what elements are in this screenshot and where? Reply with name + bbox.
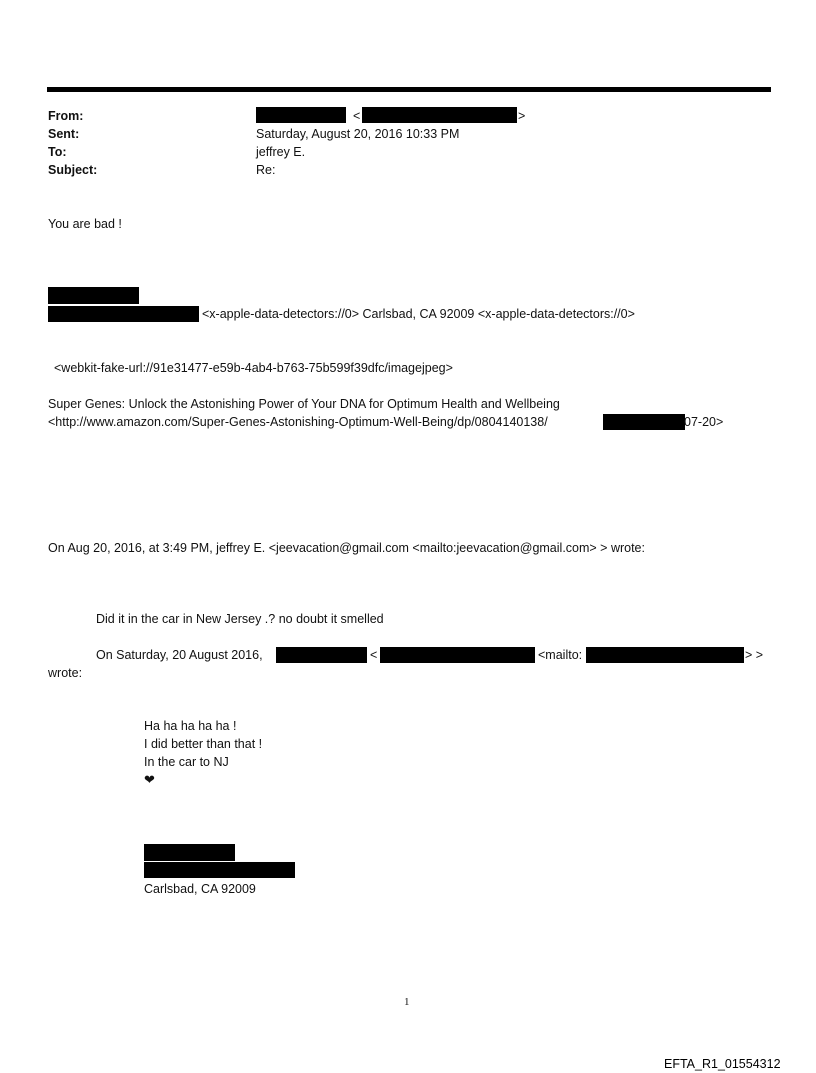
book-url-tail[interactable]: 07-20>	[684, 415, 724, 429]
subject-label: Subject:	[48, 163, 98, 177]
redacted-quote2-name	[276, 647, 367, 663]
message-line: You are bad !	[48, 217, 122, 231]
quote2-wrote: wrote:	[48, 666, 83, 680]
redacted-sender-email	[362, 107, 517, 123]
reply-line: In the car to NJ	[144, 755, 229, 769]
sent-label: Sent:	[48, 127, 80, 141]
subject-value: Re:	[256, 163, 276, 177]
quote2-lt: <	[370, 648, 378, 662]
webkit-image-placeholder: <webkit-fake-url://91e31477-e59b-4ab4-b763-75b599f39dfc/imagejpeg>	[54, 361, 453, 375]
to-label: To:	[48, 145, 67, 159]
redacted-quote2-email	[380, 647, 535, 663]
quote2-mailto: <mailto:	[538, 648, 583, 662]
document-id: EFTA_R1_01554312	[664, 1057, 781, 1071]
sent-value: Saturday, August 20, 2016 10:33 PM	[256, 127, 460, 141]
page-number: 1	[404, 996, 410, 1008]
redacted-quote2-mailto	[586, 647, 744, 663]
quote2-close: > >	[745, 648, 764, 662]
reply-line: I did better than that !	[144, 737, 263, 751]
book-title: Super Genes: Unlock the Astonishing Power of Your DNA for Optimum Health and Wellbeing	[48, 397, 560, 411]
redacted-sender-name	[256, 107, 346, 123]
header-rule	[47, 87, 771, 92]
redacted-reply-signature-street	[144, 862, 295, 878]
quote2-header-prefix: On Saturday, 20 August 2016,	[96, 648, 263, 662]
signature-address: <x-apple-data-detectors://0> Carlsbad, CA 92009 <x-apple-data-detectors://0>	[202, 307, 635, 321]
redacted-url-part	[603, 414, 685, 430]
redacted-reply-signature-name	[144, 844, 235, 861]
quote1-header: On Aug 20, 2016, at 3:49 PM, jeffrey E. <jeevacation@gmail.com <mailto:jeevacation@gmail.com> > wrote:	[48, 541, 645, 555]
reply-line: Ha ha ha ha ha !	[144, 719, 237, 733]
heart-icon: ❤	[144, 772, 155, 787]
reply-signature-city: Carlsbad, CA 92009	[144, 882, 256, 896]
redacted-signature-name	[48, 287, 139, 304]
redacted-signature-street	[48, 306, 199, 322]
quote1-text: Did it in the car in New Jersey .? no doubt it smelled	[96, 612, 384, 626]
book-url[interactable]: <http://www.amazon.com/Super-Genes-Astonishing-Optimum-Well-Being/dp/0804140138/	[48, 415, 548, 429]
to-value: jeffrey E.	[256, 145, 306, 159]
from-open-bracket: <	[353, 109, 361, 123]
from-label: From:	[48, 109, 84, 123]
from-close-bracket: >	[518, 109, 526, 123]
